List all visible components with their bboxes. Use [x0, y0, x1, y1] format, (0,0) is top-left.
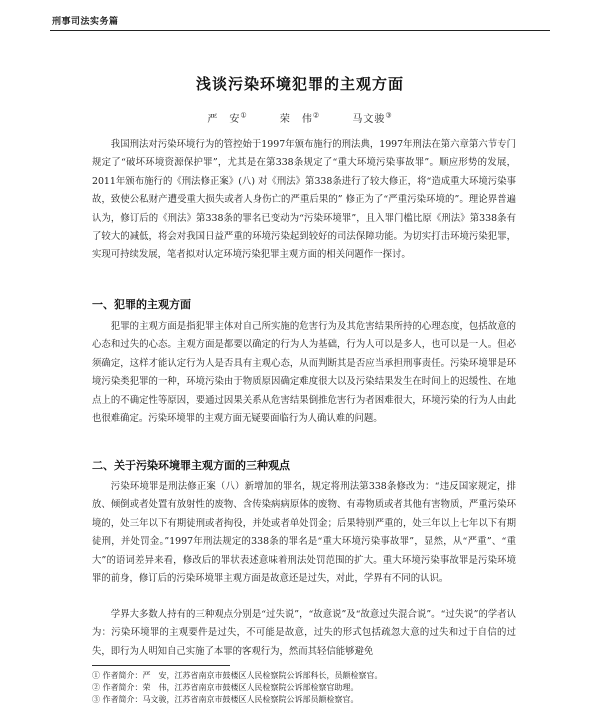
footnote-mark: ②	[92, 683, 100, 692]
footnote-text: 作者简介：严 安，江苏省南京市鼓楼区人民检察院公诉部科长，员额检察官。	[102, 671, 383, 680]
intro-paragraph: 我国刑法对污染环境行为的管控始于1997年颁布施行的刑法典，1997年刑法在第六章第六节专门规定了“破坏环境资源保护罪”，尤其是在第338条规定了“重大环境污染事故罪”。顺应形势的发展，2011年颁布施行的《刑法修正案》(八) 对《刑法》第338条进行了较大修正，将“造成重大环境污染事故，致使公私财产遭受重大损失或者人身伤亡的严重后果的” 修正为了“严重污染环境的”。理论界普遍认为，修订后的《刑法》第338条的罪名已变动为“污染环境罪”，且入罪门槛比原《刑法》第338条有了较大的减低，将会对我国日益严重的环境污染起到较好的司法保障功能。为切实打击环境污染犯罪，实现可持续发展，笔者拟对认定环境污染犯罪主观方面的相关问题作一探讨。	[92, 139, 516, 261]
section-heading-2: 二、关于污染环境罪主观方面的三种观点	[92, 459, 290, 472]
author-name: 荣 伟	[279, 114, 313, 125]
running-header: 刑事司法实务篇	[52, 17, 119, 27]
footnote-rule	[92, 665, 230, 666]
author-note-mark: ②	[312, 111, 321, 120]
author-name: 马文骏	[352, 114, 386, 125]
footnote-3	[92, 694, 532, 705]
section-2-paragraph-2: 学界大多数人持有的三种观点分别是“过失说”，“故意说”及“故意过失混合说”。“过失说”的学者认为：污染环境罪的主观要件是过失，不可能是故意，过失的形式包括疏忽大意的过失和过于自信的过失，即行为人明知自己实施了本罪的客观行为，然而其轻信能够避免	[92, 609, 516, 657]
footnote-text: 作者简介：马文骏，江苏省南京市鼓楼区人民检察院公诉部员额检察官。	[102, 695, 359, 704]
author-2	[280, 110, 320, 125]
section-2-paragraph-1: 污染环境罪是刑法修正案（八）新增加的罪名，规定将刑法第338条修改为：“违反国家规定，排放、倾倒或者处置有放射性的废物、含传染病病原体的废物、有毒物质或者其他有害物质，严重污染环境的，处三年以下有期徒刑或者拘役，并处或者单处罚金；后果特别严重的，处三年以上七年以下有期徒刑，并处罚金。”1997年刑法规定的338条的罪名是“重大环境污染事故罪”，显然，从“严重”、“重大”的语词差异来看，修改后的罪状表述意味着刑法处罚范围的扩大。重大环境污染事故罪是污染环境罪的前身，修订后的污染环境罪主观方面是故意还是过失，对此，学界有不同的认识。	[92, 481, 516, 585]
article-title: 浅谈污染环境犯罪的主观方面	[195, 75, 404, 93]
author-note-mark: ①	[240, 111, 248, 120]
footnote-mark: ③	[92, 695, 100, 704]
author-3	[352, 110, 392, 125]
author-note-mark: ③	[385, 111, 393, 120]
footnote-2	[92, 682, 532, 693]
footnote-text: 作者简介：荣 伟，江苏省南京市鼓楼区人民检察院公诉部检察官助理。	[102, 683, 359, 692]
footnote-mark: ①	[92, 671, 100, 680]
author-name: 严 安	[207, 114, 241, 125]
section-heading-1: 一、犯罪的主观方面	[92, 298, 191, 311]
section-1-paragraph: 犯罪的主观方面是指犯罪主体对自己所实施的危害行为及其危害结果所持的心理态度，包括故意的心态和过失的心态。主观方面是都要以确定的行为人为基础，行为人可以是多人，也可以是一人。但必须确定，这样才能认定行为人是否具有主观心态，从而判断其是否应当承担刑事责任。污染环境罪是环境污染类犯罪的一种，环境污染由于物质原因确定难度很大以及污染结果发生在时间上的迟缓性、在地点上的不确定性等原因，要通过因果关系从危害结果倒推危害行为者困难很大，环境污染的行为人由此也很难确定。污染环境罪的主观方面无疑要面临行为人确认难的问题。	[92, 321, 516, 425]
header-rule	[50, 30, 550, 31]
author-1	[207, 110, 247, 125]
author-line	[0, 110, 600, 125]
footnote-1	[92, 670, 532, 681]
